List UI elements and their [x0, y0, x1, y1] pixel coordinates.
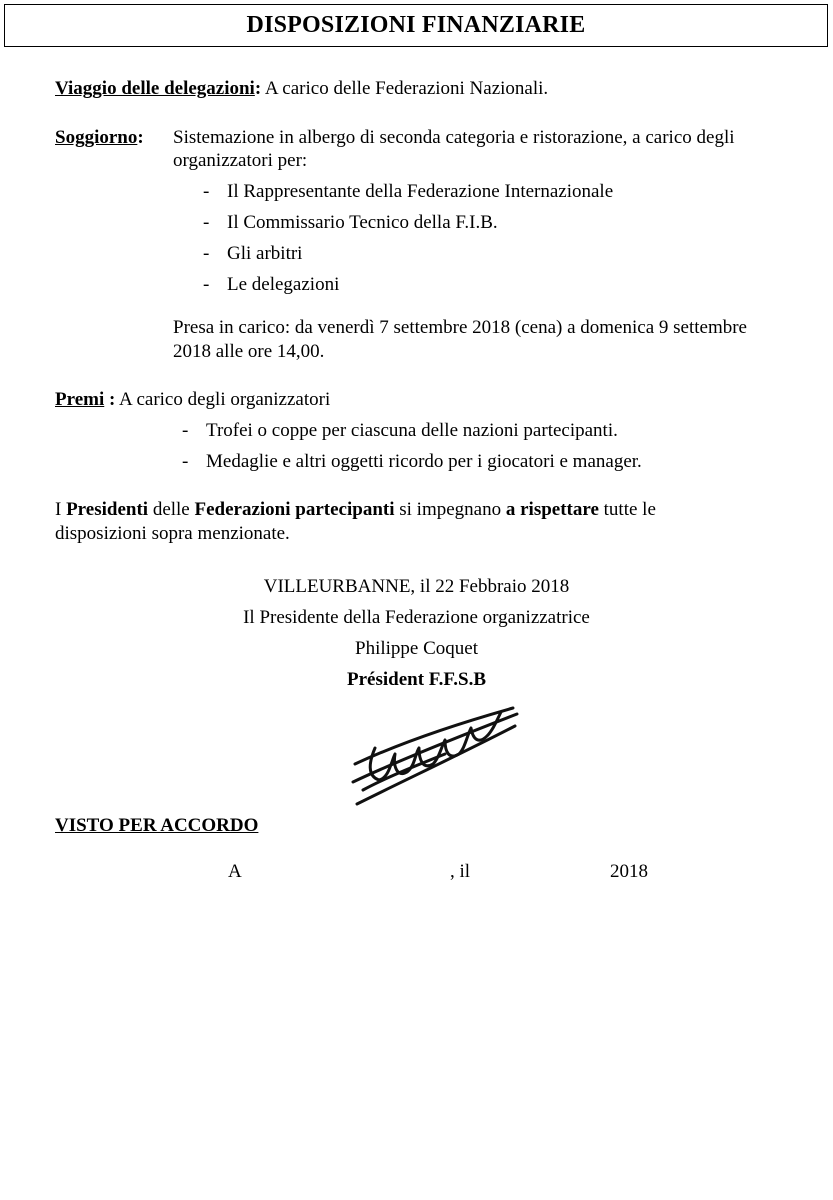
visto-date-blank: , il [450, 861, 471, 882]
soggiorno-line-1: Sistemazione in albergo di seconda categoria e ristorazione, a carico degli [173, 127, 735, 148]
page-title: DISPOSIZIONI FINANZIARIE [246, 12, 586, 38]
list-item-text: Le delegazioni [227, 274, 340, 295]
list-item-text: Il Commissario Tecnico della F.I.B. [227, 212, 498, 233]
viaggio-label: Viaggio delle delegazioni [55, 78, 255, 99]
premi-line [55, 388, 330, 412]
visto-year: 2018 [610, 861, 648, 882]
dash-bullet: - [203, 181, 210, 202]
handwritten-signature [345, 692, 525, 812]
visto-label: VISTO PER ACCORDO [55, 815, 259, 836]
viaggio-text: A carico delle Federazioni Nazionali. [264, 78, 549, 99]
premi-colon: : [104, 389, 116, 410]
text-run: delle [148, 499, 195, 520]
dash-bullet: - [182, 451, 189, 472]
title-box [4, 4, 828, 47]
list-item [203, 180, 613, 204]
place-date: VILLEURBANNE, il 22 Febbraio 2018 [263, 576, 570, 597]
list-item [182, 450, 642, 474]
list-item-text: Trofei o coppe per ciascuna delle nazioni partecipanti. [206, 420, 618, 441]
dash-bullet: - [203, 243, 210, 264]
list-item [182, 419, 618, 443]
list-item-text: Il Rappresentante della Federazione Internazionale [227, 181, 614, 202]
soggiorno-colon: : [137, 127, 144, 148]
list-item [203, 211, 498, 235]
soggiorno-line-2: organizzatori per: [173, 150, 308, 171]
list-item [203, 242, 302, 266]
signatory-role: Il Presidente della Federazione organizzatrice [243, 607, 590, 628]
signatory-title: Président F.F.S.B [346, 669, 486, 690]
visto-place-blank: A [228, 861, 242, 882]
dash-bullet: - [203, 212, 210, 233]
bold-run: Federazioni partecipanti [194, 499, 395, 520]
premi-label: Premi [55, 389, 105, 410]
presa-line-1: Presa in carico: da venerdì 7 settembre 2018 (cena) a domenica 9 settembre [173, 317, 747, 338]
bold-run: a rispettare [505, 499, 599, 520]
dash-bullet: - [203, 274, 210, 295]
dash-bullet: - [182, 420, 189, 441]
list-item [203, 273, 339, 297]
soggiorno-heading [55, 126, 144, 150]
presidenti-line-1 [55, 498, 656, 522]
soggiorno-label: Soggiorno [55, 127, 138, 148]
presidenti-line-2: disposizioni sopra menzionate. [55, 523, 290, 544]
list-item-text: Gli arbitri [227, 243, 303, 264]
text-run: tutte le [598, 499, 656, 520]
signatory-name: Philippe Coquet [355, 638, 478, 659]
viaggio-colon: : [254, 78, 262, 99]
premi-text: A carico degli organizzatori [119, 389, 331, 410]
text-run: I [55, 499, 67, 520]
text-run: si impegnano [394, 499, 506, 520]
bold-run: Presidenti [66, 499, 149, 520]
presa-line-2: 2018 alle ore 14,00. [173, 341, 325, 362]
viaggio-line [55, 77, 548, 101]
list-item-text: Medaglie e altri oggetti ricordo per i giocatori e manager. [206, 451, 642, 472]
